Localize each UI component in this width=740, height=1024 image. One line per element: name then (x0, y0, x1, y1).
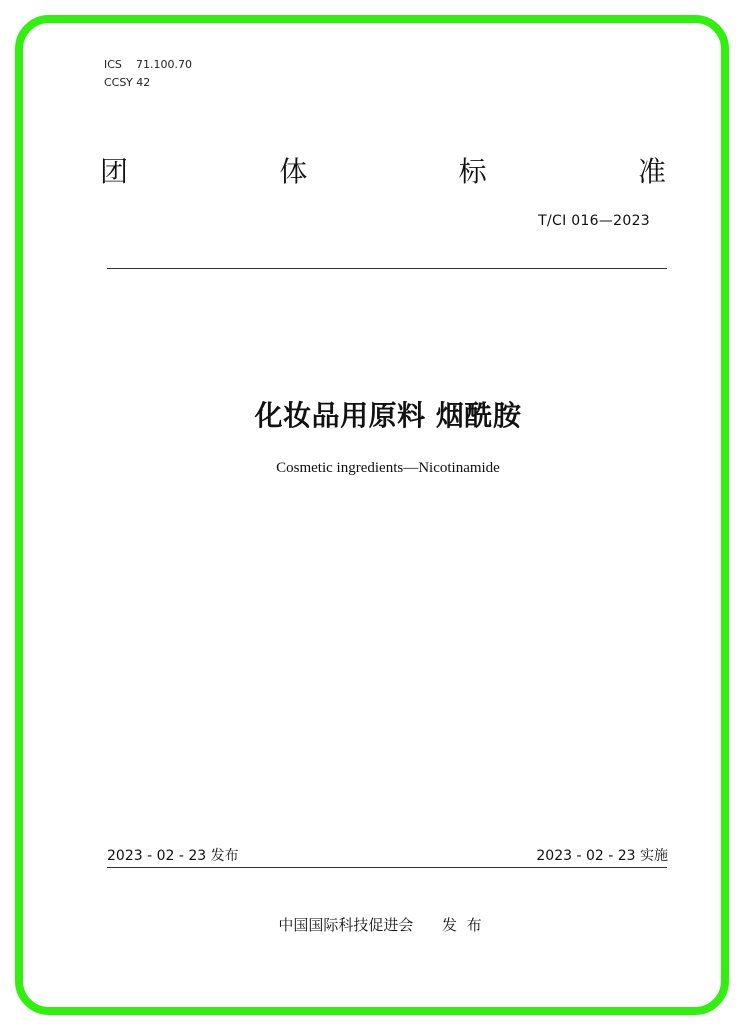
header-divider (107, 268, 667, 269)
footer-divider (107, 867, 667, 868)
standard-type-char: 准 (637, 155, 666, 188)
ccs-code (104, 74, 192, 92)
ccs-value: Y 42 (126, 76, 151, 89)
standard-type-char: 标 (458, 155, 487, 188)
publisher-line: 中国国际科技促进会 发 布 (278, 916, 482, 934)
standard-number: T/CI 016—2023 (538, 213, 650, 229)
document-title-english: Cosmetic ingredients—Nicotinamide (276, 460, 500, 476)
ics-label: ICS (104, 58, 122, 71)
ics-value: 71.100.70 (136, 58, 192, 71)
ics-code (104, 56, 192, 74)
implementation-date: 2023 - 02 - 23 实施 (536, 848, 668, 864)
standard-type-char: 团 (100, 155, 129, 188)
standard-type-heading (100, 152, 666, 192)
document-title-chinese: 化妆品用原料 烟酰胺 (254, 399, 522, 432)
classification-codes (104, 56, 192, 92)
ccs-label: CCS (104, 76, 127, 89)
issue-date: 2023 - 02 - 23 发布 (107, 848, 239, 864)
standard-type-char: 体 (279, 155, 308, 188)
